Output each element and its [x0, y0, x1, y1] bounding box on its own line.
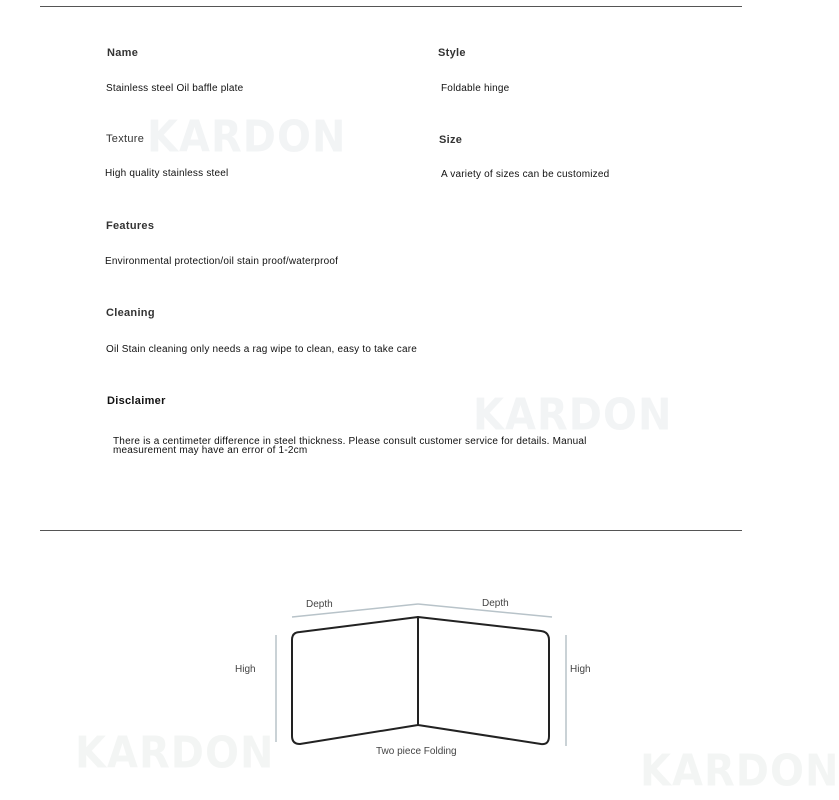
texture-label: Texture [106, 133, 145, 145]
high-right-label: High [570, 664, 591, 675]
watermark-middle: KARDON [473, 389, 673, 441]
high-left-label: High [235, 664, 256, 675]
name-label: Name [107, 47, 139, 59]
cleaning-value: Oil Stain cleaning only needs a rag wipe to clean, easy to take care [106, 344, 417, 355]
watermark-bottom-right: KARDON [640, 745, 839, 797]
section-divider [40, 530, 742, 531]
top-rule [40, 6, 742, 7]
disclaimer-value: There is a centimeter difference in steel thickness. Please consult customer service for details. Manual measurement may have an error of 1-2cm [113, 436, 587, 456]
left-panel [292, 617, 418, 744]
folding-plate-diagram [0, 560, 800, 760]
size-value: A variety of sizes can be customized [441, 169, 610, 180]
cleaning-label: Cleaning [106, 307, 155, 319]
size-label: Size [439, 134, 463, 146]
depth-left-label: Depth [306, 599, 333, 610]
diagram-caption: Two piece Folding [376, 746, 457, 757]
name-value: Stainless steel Oil baffle plate [106, 83, 244, 94]
style-label: Style [438, 47, 466, 59]
right-panel [418, 617, 549, 744]
depth-right-label: Depth [482, 598, 509, 609]
texture-value: High quality stainless steel [105, 168, 229, 179]
watermark-top: KARDON [147, 111, 347, 163]
disclaimer-label: Disclaimer [107, 395, 166, 407]
style-value: Foldable hinge [441, 83, 510, 94]
features-label: Features [106, 220, 155, 232]
features-value: Environmental protection/oil stain proof/waterproof [105, 256, 339, 267]
watermark-bottom-left: KARDON [75, 727, 275, 779]
